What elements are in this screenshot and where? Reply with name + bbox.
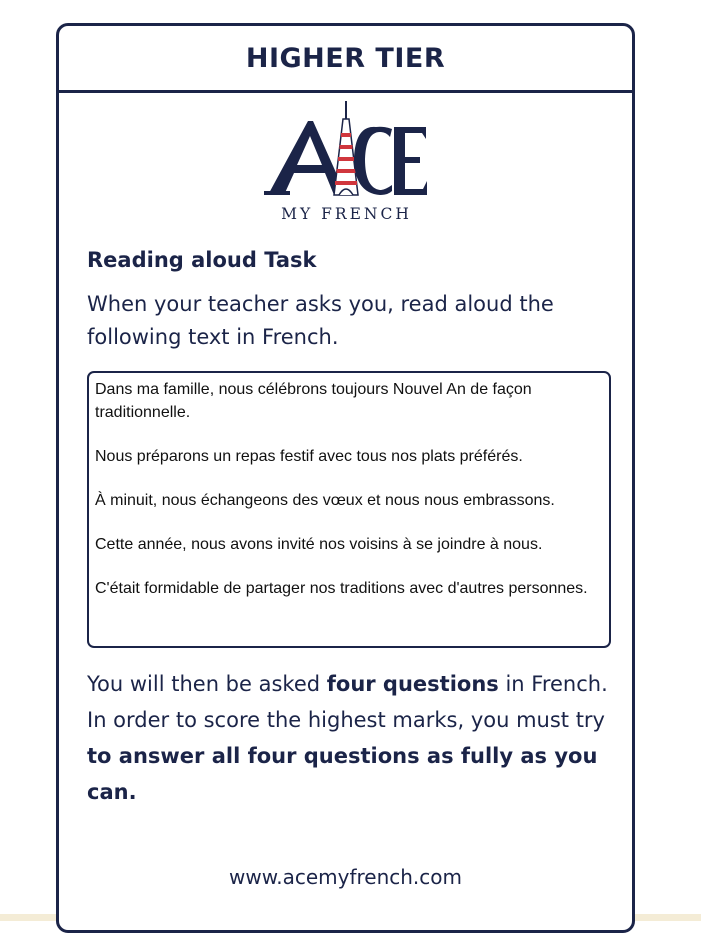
followup-line-3-bold: to answer all four questions as fully as you can.	[87, 744, 598, 804]
followup-line-2: In order to score the highest marks, you must try	[87, 708, 605, 732]
followup-line-1-post: in French.	[498, 672, 608, 696]
passage-paragraph: C'était formidable de partager nos traditions avec d'autres personnes.	[95, 580, 588, 597]
passage-paragraph: Cette année, nous avons invité nos voisins à se joindre à nous.	[95, 536, 543, 553]
followup-line-1-pre: You will then be asked	[87, 672, 327, 696]
passage-paragraph: Nous préparons un repas festif avec tous nos plats préférés.	[95, 448, 523, 465]
task-instruction: When your teacher asks you, read aloud the following text in French.	[87, 292, 554, 349]
followup-line-1-bold: four questions	[326, 672, 499, 696]
passage-paragraph: À minuit, nous échangeons des vœux et nous nous embrassons.	[95, 492, 555, 509]
followup-line-1	[87, 666, 627, 702]
tier-title: HIGHER TIER	[245, 42, 446, 74]
reading-passage-box	[87, 371, 611, 648]
task-card	[56, 23, 635, 933]
website-link[interactable]: www.acemyfrench.com	[228, 865, 463, 889]
followup-instructions	[87, 666, 627, 810]
passage-paragraph: Dans ma famille, nous célébrons toujours Nouvel An de façon traditionnelle.	[95, 381, 532, 421]
eiffel-tower-logo-icon	[264, 99, 429, 204]
card-header	[59, 26, 632, 93]
task-heading: Reading aloud Task	[87, 248, 317, 272]
followup-line-3	[87, 738, 627, 810]
logo-subtitle: MY FRENCH	[281, 205, 412, 223]
ace-my-french-logo	[264, 99, 429, 224]
